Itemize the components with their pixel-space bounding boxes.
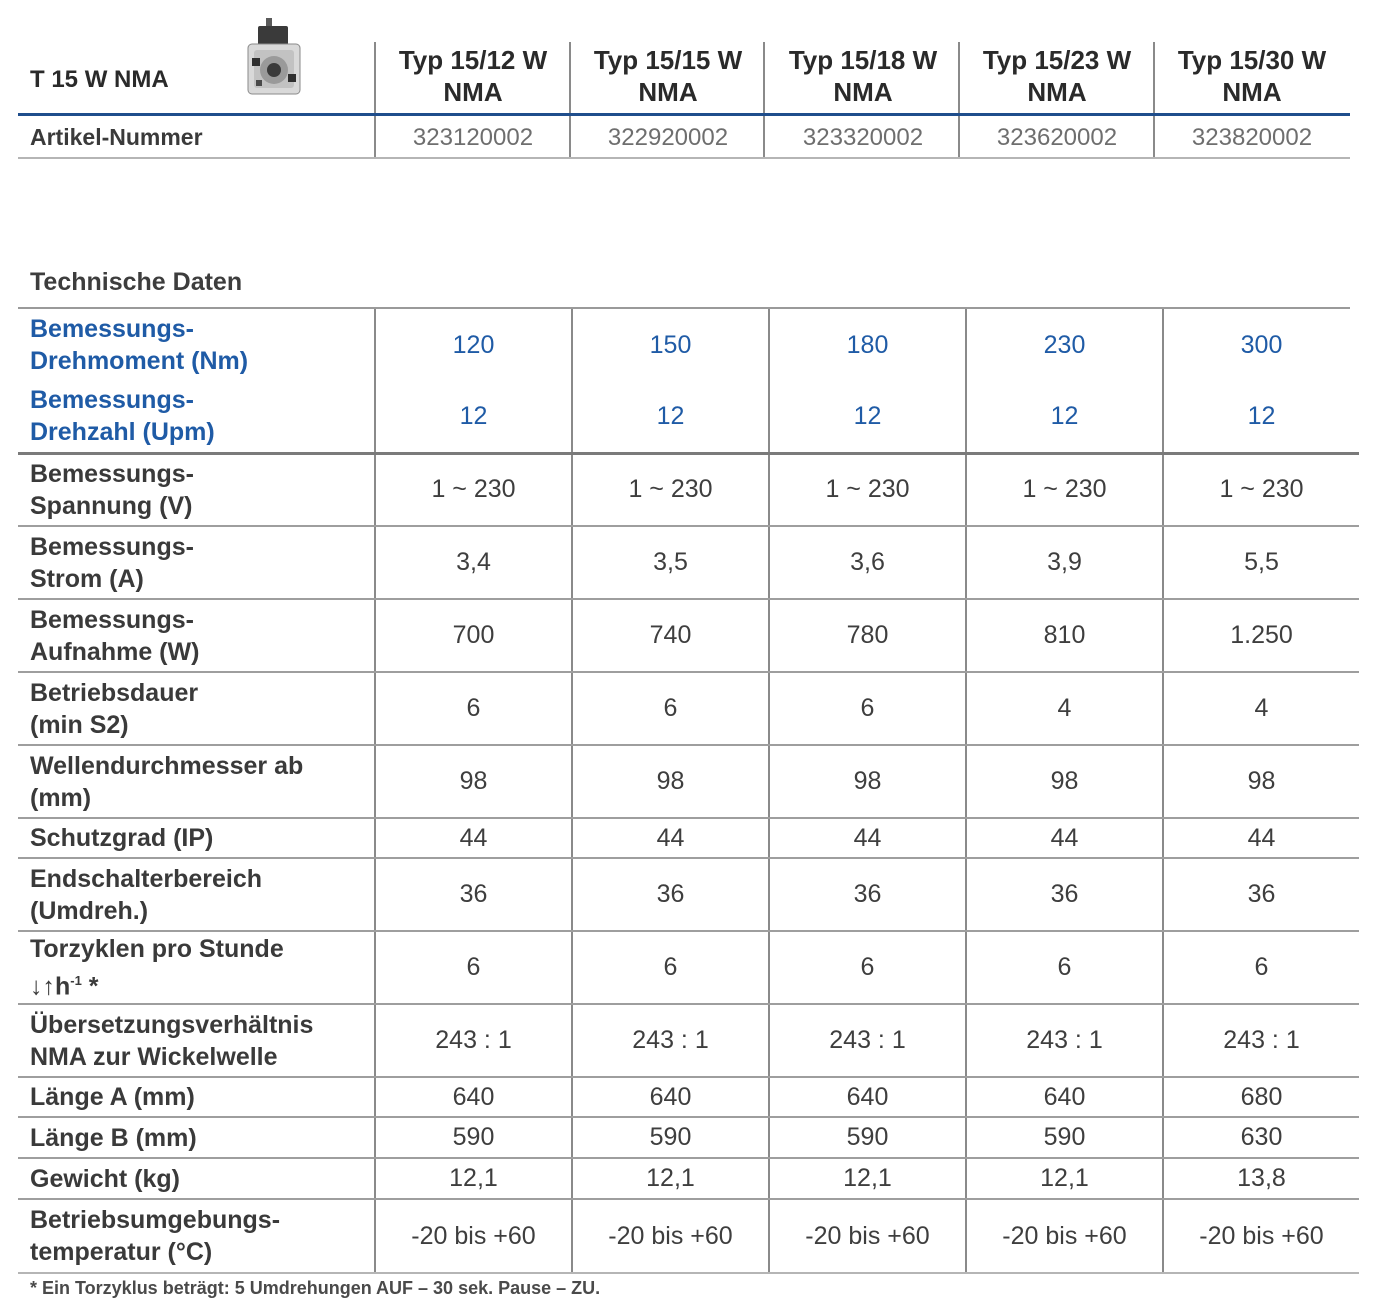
row-label-line1: Bemessungs- — [30, 386, 194, 415]
cell-value: 1 ~ 230 — [769, 453, 966, 526]
row-label-line2: Drehmoment (Nm) — [30, 347, 249, 375]
article-number: 323120002 — [412, 124, 534, 151]
cell-value: 243 : 1 — [1163, 1004, 1359, 1077]
cell-value: 12 — [769, 381, 966, 453]
row-label — [18, 599, 375, 672]
type-name: Typ 15/18 W — [788, 45, 938, 75]
cell-value: 180 — [769, 309, 966, 381]
cell-value: 36 — [375, 858, 572, 931]
cell-value: 6 — [966, 931, 1163, 1004]
cell-value: 6 — [572, 931, 769, 1004]
exponent: -1 — [70, 972, 82, 988]
cell-value: 98 — [1163, 745, 1359, 818]
cell-value: 150 — [572, 309, 769, 381]
row-label-line2: temperatur (°C) — [30, 1238, 213, 1266]
row-label-line1: Übersetzungsverhältnis — [30, 1010, 314, 1039]
footnote: * Ein Torzyklus beträgt: 5 Umdrehungen AUF – 30 sek. Pause – ZU. — [30, 1278, 601, 1298]
type-suffix: NMA — [638, 77, 698, 107]
row-label-line1: Betriebsdauer — [30, 678, 199, 707]
cell-value: 640 — [375, 1077, 572, 1117]
row-label: Gewicht (kg) — [18, 1158, 375, 1199]
type-name: Typ 15/12 W — [398, 45, 548, 75]
row-label: Schutzgrad (IP) — [18, 818, 375, 858]
cell-value: 740 — [572, 599, 769, 672]
cell-value: 44 — [769, 818, 966, 858]
section-title: Technische Daten — [30, 268, 243, 296]
type-header — [376, 44, 570, 108]
type-header — [1155, 44, 1349, 108]
footnote-star: * — [81, 972, 99, 1001]
type-suffix: NMA — [443, 77, 503, 107]
row-label-line2: Spannung (V) — [30, 491, 193, 520]
table-row — [18, 672, 1359, 745]
table-row — [18, 381, 1359, 453]
cell-value: 120 — [375, 309, 572, 381]
table-row — [18, 526, 1359, 599]
cell-value: 3,6 — [769, 526, 966, 599]
row-label — [18, 453, 375, 526]
cell-value: 590 — [375, 1117, 572, 1158]
cell-value: 230 — [966, 309, 1163, 381]
cell-value: 810 — [966, 599, 1163, 672]
row-label-line2: Drehzahl (Upm) — [30, 418, 215, 447]
row-label-line2: Aufnahme (W) — [30, 637, 200, 666]
row-label-line1: Bemessungs- — [30, 605, 194, 634]
cell-value: 12,1 — [966, 1158, 1163, 1199]
cell-value: 1 ~ 230 — [375, 453, 572, 526]
type-name: Typ 15/23 W — [982, 45, 1132, 75]
cell-value: 12,1 — [572, 1158, 769, 1199]
row-label — [18, 931, 375, 1004]
row-label-line1: Endschalterbereich — [30, 864, 263, 893]
row-label — [18, 381, 375, 453]
row-label-line2: (mm) — [30, 783, 92, 812]
article-number: 323620002 — [996, 124, 1118, 151]
row-label — [18, 745, 375, 818]
cell-value: 640 — [769, 1077, 966, 1117]
cell-value: 98 — [572, 745, 769, 818]
cell-value: 3,9 — [966, 526, 1163, 599]
type-header — [766, 44, 960, 108]
cell-value: 98 — [769, 745, 966, 818]
type-header — [571, 44, 765, 108]
table-row — [18, 453, 1359, 526]
cell-value: -20 bis +60 — [572, 1199, 769, 1273]
row-label — [18, 858, 375, 931]
cell-value: -20 bis +60 — [1163, 1199, 1359, 1273]
row-label — [18, 309, 375, 381]
cell-value: 243 : 1 — [572, 1004, 769, 1077]
cell-value: 5,5 — [1163, 526, 1359, 599]
spec-table — [18, 309, 1359, 1274]
row-label: Länge A (mm) — [18, 1077, 375, 1117]
cell-value: 243 : 1 — [769, 1004, 966, 1077]
cell-value: 1 ~ 230 — [966, 453, 1163, 526]
type-suffix: NMA — [833, 77, 893, 107]
table-row — [18, 599, 1359, 672]
row-label-line2: (min S2) — [30, 710, 129, 739]
cell-value: 12 — [572, 381, 769, 453]
cell-value: 680 — [1163, 1077, 1359, 1117]
cell-value: 6 — [375, 672, 572, 745]
row-label-line1: Bemessungs- — [30, 532, 194, 561]
cell-value: 1.250 — [1163, 599, 1359, 672]
type-suffix: NMA — [1027, 77, 1087, 107]
cell-value: 300 — [1163, 309, 1359, 381]
cell-value: 1 ~ 230 — [1163, 453, 1359, 526]
cell-value: 1 ~ 230 — [572, 453, 769, 526]
cell-value: 4 — [966, 672, 1163, 745]
row-label — [18, 672, 375, 745]
cell-value: 590 — [966, 1117, 1163, 1158]
cell-value: 6 — [375, 931, 572, 1004]
row-label-line2: NMA zur Wickelwelle — [30, 1042, 278, 1071]
article-number-label: Artikel-Nummer — [30, 124, 203, 150]
row-label — [18, 526, 375, 599]
article-number: 323820002 — [1191, 124, 1313, 151]
cell-value: 98 — [375, 745, 572, 818]
row-label-line1: Betriebsumgebungs- — [30, 1206, 281, 1234]
header-bottom-rule — [18, 157, 1350, 159]
cell-value: 590 — [769, 1117, 966, 1158]
type-suffix: NMA — [1222, 77, 1282, 107]
cell-value: 12 — [966, 381, 1163, 453]
cell-value: 12 — [1163, 381, 1359, 453]
cell-value: 44 — [375, 818, 572, 858]
cell-value: 630 — [1163, 1117, 1359, 1158]
type-name: Typ 15/15 W — [593, 45, 743, 75]
header-rule — [18, 113, 1350, 116]
product-header — [18, 40, 1350, 160]
cell-value: 640 — [966, 1077, 1163, 1117]
cell-value: 36 — [572, 858, 769, 931]
cell-value: 4 — [1163, 672, 1359, 745]
cell-value: 13,8 — [1163, 1158, 1359, 1199]
row-label-line1: Bemessungs- — [30, 459, 194, 488]
cell-value: 12,1 — [769, 1158, 966, 1199]
table-row — [18, 1158, 1359, 1199]
row-label-line1: Bemessungs- — [30, 315, 194, 343]
cell-value: 6 — [572, 672, 769, 745]
cell-value: 36 — [769, 858, 966, 931]
cell-value: 243 : 1 — [375, 1004, 572, 1077]
cell-value: 98 — [966, 745, 1163, 818]
cell-value: 44 — [1163, 818, 1359, 858]
cell-value: -20 bis +60 — [769, 1199, 966, 1273]
article-number: 323320002 — [802, 124, 924, 151]
table-row — [18, 858, 1359, 931]
cell-value: 12,1 — [375, 1158, 572, 1199]
type-name: Typ 15/30 W — [1177, 45, 1327, 75]
row-label — [18, 1199, 375, 1273]
table-row — [18, 931, 1359, 1004]
cell-value: -20 bis +60 — [966, 1199, 1163, 1273]
model-title: T 15 W NMA — [30, 66, 169, 93]
cell-value: 44 — [966, 818, 1163, 858]
cell-value: 6 — [1163, 931, 1359, 1004]
table-row — [18, 309, 1359, 381]
cell-value: 36 — [1163, 858, 1359, 931]
table-row — [18, 1077, 1359, 1117]
cell-value: 700 — [375, 599, 572, 672]
cell-value: 6 — [769, 931, 966, 1004]
cell-value: 6 — [769, 672, 966, 745]
article-number: 322920002 — [607, 124, 729, 151]
row-label-line2 — [30, 965, 374, 1002]
row-label-line2: Strom (A) — [30, 564, 144, 593]
row-label — [18, 1004, 375, 1077]
row-label-line1: Torzyklen pro Stunde — [30, 934, 284, 963]
cell-value: 243 : 1 — [966, 1004, 1163, 1077]
cell-value: -20 bis +60 — [375, 1199, 572, 1273]
cell-value: 3,4 — [375, 526, 572, 599]
cell-value: 780 — [769, 599, 966, 672]
table-row — [18, 1004, 1359, 1077]
cell-value: 590 — [572, 1117, 769, 1158]
cell-value: 640 — [572, 1077, 769, 1117]
cell-value: 3,5 — [572, 526, 769, 599]
cell-value: 12 — [375, 381, 572, 453]
motor-photo-icon — [244, 18, 304, 102]
door-cycle-symbol: ↓↑h — [30, 972, 71, 1001]
table-row — [18, 745, 1359, 818]
table-row — [18, 1199, 1359, 1273]
cell-value: 44 — [572, 818, 769, 858]
row-label-line1: Wellendurchmesser ab — [30, 751, 304, 780]
row-label-line2: (Umdreh.) — [30, 896, 149, 925]
row-label: Länge B (mm) — [18, 1117, 375, 1158]
cell-value: 36 — [966, 858, 1163, 931]
table-row — [18, 818, 1359, 858]
type-header — [960, 44, 1154, 108]
table-row — [18, 1117, 1359, 1158]
